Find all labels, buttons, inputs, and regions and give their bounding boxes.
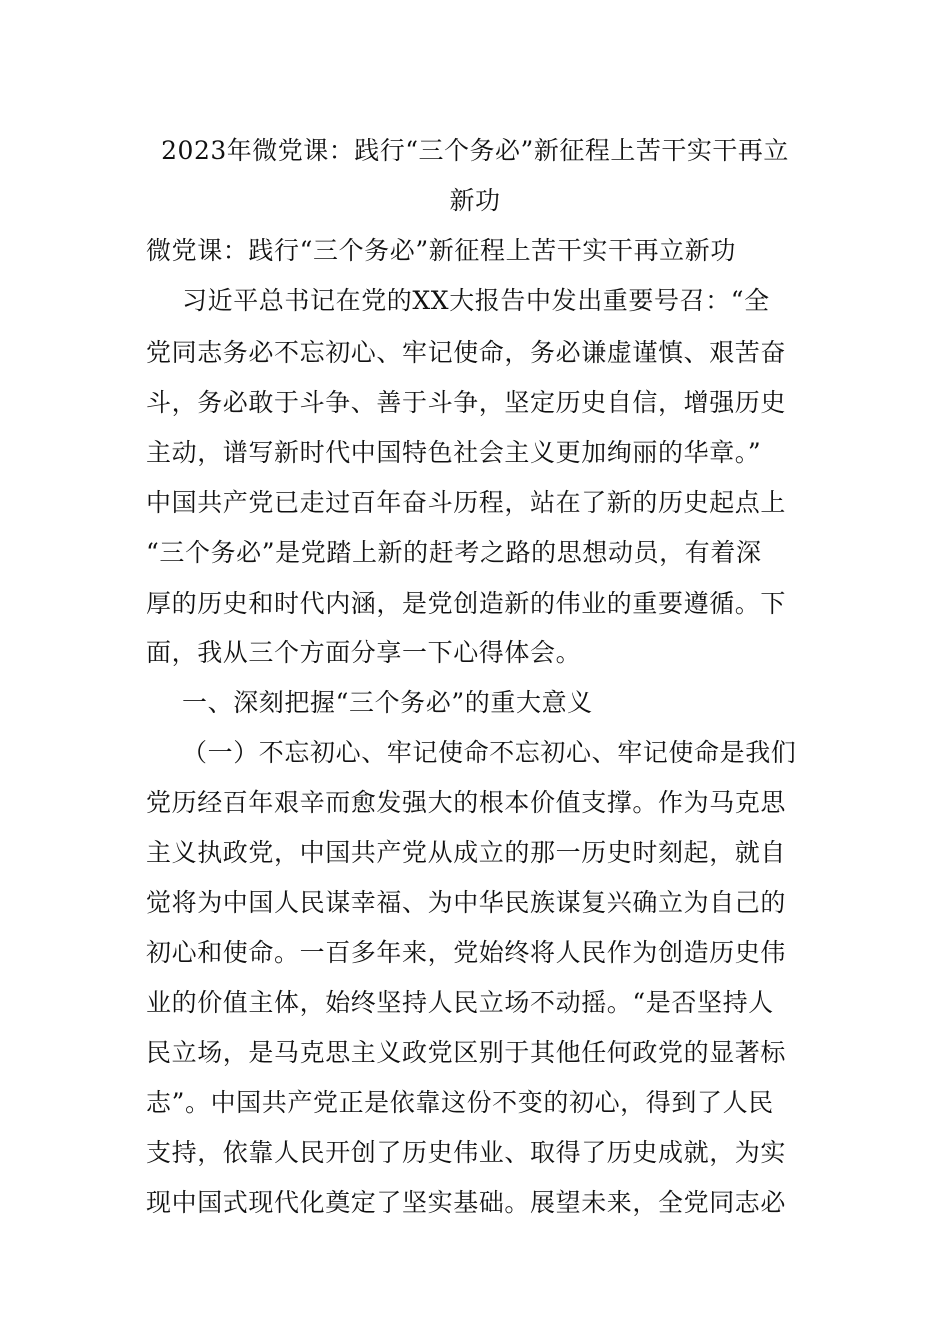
body-line: 面，我从三个方面分享一下心得体会。 (146, 638, 582, 667)
body-line: 斗，务必敢于斗争、善于斗争，坚定历史自信，增强历史 (146, 388, 787, 417)
body-line: 习近平总书记在党的XX大报告中发出重要号召：“全 (182, 286, 770, 315)
body-line: 觉将为中国人民谋幸福、为中华民族谋复兴确立为自己的 (146, 888, 787, 917)
body-line: 支持，依靠人民开创了历史伟业、取得了历史成就，为实 (146, 1138, 787, 1167)
document-subtitle: 微党课：践行“三个务必”新征程上苦干实干再立新功 (146, 236, 736, 265)
body-line: 民立场，是马克思主义政党区别于其他任何政党的显著标 (146, 1038, 787, 1067)
document-title-line-2: 新功 (449, 186, 501, 215)
body-line: 主动，谱写新时代中国特色社会主义更加绚丽的华章。” (146, 438, 762, 467)
body-line: 初心和使命。一百多年来，党始终将人民作为创造历史伟 (146, 938, 787, 967)
body-line: 党同志务必不忘初心、牢记使命，务必谦虚谨慎、艰苦奋 (146, 338, 787, 367)
body-line: 业的价值主体，始终坚持人民立场不动摇。“是否坚持人 (146, 988, 774, 1017)
body-line: 厚的历史和时代内涵，是党创造新的伟业的重要遵循。下 (146, 589, 787, 618)
body-line: 现中国式现代化奠定了坚实基础。展望未来，全党同志必 (146, 1188, 787, 1217)
body-line: “三个务必”是党踏上新的赶考之路的思想动员，有着深 (146, 538, 762, 567)
body-line: 中国共产党已走过百年奋斗历程，站在了新的历史起点上 (146, 488, 787, 517)
body-line: 志”。中国共产党正是依靠这份不变的初心，得到了人民 (146, 1088, 774, 1117)
section-heading: 一、深刻把握“三个务必”的重大意义 (182, 688, 593, 717)
body-line: 党历经百年艰辛而愈发强大的根本价值支撑。作为马克思 (146, 788, 787, 817)
body-line: 主义执政党，中国共产党从成立的那一历史时刻起，就自 (146, 838, 787, 867)
body-line: （一）不忘初心、牢记使命不忘初心、牢记使命是我们 (182, 738, 797, 767)
document-title-line-1: 2023年微党课：践行“三个务必”新征程上苦干实干再立 (161, 136, 789, 165)
